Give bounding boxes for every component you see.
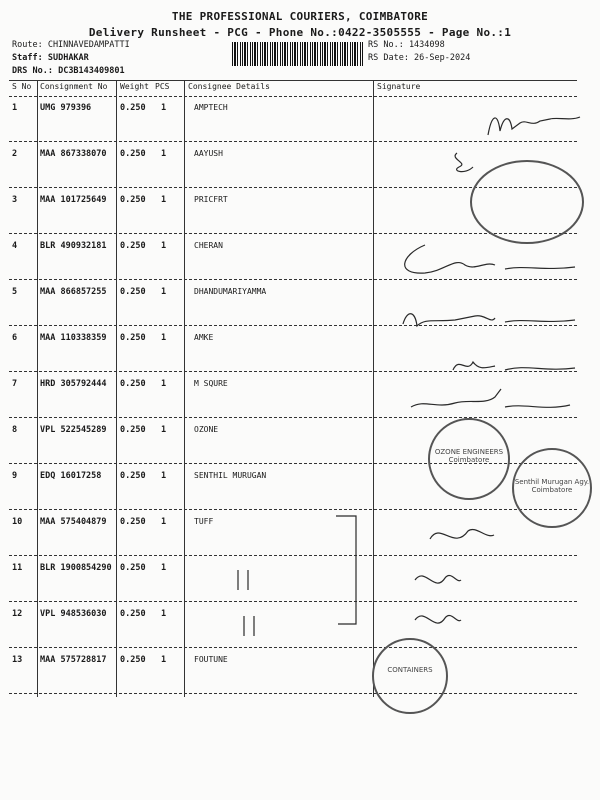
col-header-sno: S No (12, 82, 32, 91)
col-header-consignment: Consignment No (40, 82, 108, 91)
row-consignment-no: MAA 867338070 (40, 149, 107, 159)
row-pcs: 1 (161, 103, 167, 113)
row-pcs: 1 (161, 379, 167, 389)
row-sno: 12 (12, 609, 23, 619)
company-seal-row-3 (470, 160, 584, 244)
ditto-mark-row-11 (230, 566, 260, 596)
row-divider (9, 555, 577, 556)
row-consignment-no: MAA 110338359 (40, 333, 107, 343)
row-weight: 0.250 (120, 609, 146, 619)
row-consignment-no: MAA 575728817 (40, 655, 107, 665)
col-divider (184, 80, 185, 697)
row-consignee: AMKE (194, 333, 214, 342)
rs-date: RS Date: 26-Sep-2024 (368, 53, 471, 63)
ozone-stamp-text: OZONE ENGINEERS Coimbatore (434, 448, 504, 464)
row-pcs: 1 (161, 241, 167, 251)
col-header-consignee: Consignee Details (188, 82, 270, 91)
row-consignment-no: MAA 575404879 (40, 517, 107, 527)
row-consignee: TUFF (194, 517, 214, 526)
row-sno: 4 (12, 241, 18, 251)
row-pcs: 1 (161, 655, 167, 665)
row-weight: 0.250 (120, 149, 146, 159)
row-weight: 0.250 (120, 425, 146, 435)
row-sno: 5 (12, 287, 18, 297)
row-divider (9, 647, 577, 648)
row-pcs: 1 (161, 195, 167, 205)
row-consignment-no: EDQ 16017258 (40, 471, 102, 481)
signature-row-10 (420, 515, 500, 555)
barcode (232, 42, 364, 66)
route-label: Route: CHINNAVEDAMPATTI (12, 40, 130, 50)
col-divider (37, 80, 38, 697)
rs-number: RS No.: 1434098 (368, 40, 445, 50)
row-consignee: SENTHIL MURUGAN (194, 471, 267, 480)
row-pcs: 1 (161, 425, 167, 435)
header-divider (9, 96, 577, 97)
row-sno: 11 (12, 563, 23, 573)
row-weight: 0.250 (120, 379, 146, 389)
drs-line (12, 66, 125, 76)
signature-row-11 (405, 560, 465, 600)
row-divider (9, 693, 577, 694)
signature-row-12 (405, 600, 465, 640)
row-sno: 13 (12, 655, 23, 665)
ozone-stamp (428, 418, 510, 500)
col-divider (373, 80, 374, 697)
row-consignee: FOUTUNE (194, 655, 228, 664)
row-sno: 9 (12, 471, 18, 481)
row-pcs: 1 (161, 563, 167, 573)
runsheet-subtitle: Delivery Runsheet - PCG - Phone No.:0422-3505555 - Page No.:1 (88, 26, 512, 39)
row-sno: 6 (12, 333, 18, 343)
row-sno: 8 (12, 425, 18, 435)
row-weight: 0.250 (120, 517, 146, 527)
signature-row-5 (395, 300, 585, 340)
row-sno: 10 (12, 517, 23, 527)
signature-row-4 (395, 235, 585, 285)
col-header-pcs: PCS (155, 82, 170, 91)
row-consignment-no: HRD 305792444 (40, 379, 107, 389)
staff-label: Staff: (12, 53, 43, 63)
row-weight: 0.250 (120, 241, 146, 251)
row-consignee: PRICFRT (194, 195, 228, 204)
row-consignment-no: MAA 101725649 (40, 195, 107, 205)
senthil-stamp-text: Senthil Murugan Agy. Coimbatore (514, 478, 590, 494)
row-pcs: 1 (161, 287, 167, 297)
row-weight: 0.250 (120, 563, 146, 573)
row-consignee: AMPTECH (194, 103, 228, 112)
row-divider (9, 601, 577, 602)
table-top-border (9, 80, 577, 81)
row-sno: 7 (12, 379, 18, 389)
row-consignment-no: VPL 948536030 (40, 609, 107, 619)
row-consignment-no: UMG 979396 (40, 103, 92, 113)
staff-value: SUDHAKAR (47, 53, 89, 63)
row-consignment-no: VPL 522545289 (40, 425, 107, 435)
row-consignment-no: BLR 1900854290 (40, 563, 112, 573)
row-sno: 3 (12, 195, 18, 205)
row-pcs: 1 (161, 149, 167, 159)
row-weight: 0.250 (120, 333, 146, 343)
signature-row-2 (445, 145, 485, 180)
containers-stamp (372, 638, 448, 714)
row-consignee: OZONE (194, 425, 219, 434)
col-header-signature: Signature (377, 82, 421, 91)
row-weight: 0.250 (120, 471, 146, 481)
row-consignment-no: BLR 490932181 (40, 241, 107, 251)
row-consignee: CHERAN (194, 241, 223, 250)
col-divider (116, 80, 117, 697)
row-pcs: 1 (161, 471, 167, 481)
containers-stamp-text: CONTAINERS (387, 666, 433, 674)
row-consignment-no: MAA 866857255 (40, 287, 107, 297)
row-pcs: 1 (161, 609, 167, 619)
row-sno: 1 (12, 103, 18, 113)
row-sno: 2 (12, 149, 18, 159)
signature-row-1 (480, 105, 590, 145)
row-pcs: 1 (161, 333, 167, 343)
row-weight: 0.250 (120, 655, 146, 665)
company-title: THE PROFESSIONAL COURIERS, COIMBATORE (171, 10, 429, 23)
row-divider (9, 509, 577, 510)
drs-label: DRS No.: (12, 66, 53, 76)
bracket-mark (330, 512, 370, 630)
ditto-mark-row-12 (236, 612, 266, 642)
row-weight: 0.250 (120, 287, 146, 297)
col-header-weight: Weight (120, 82, 149, 91)
drs-value: DC3B143409801 (58, 66, 125, 76)
staff-line (12, 53, 89, 63)
row-consignee: DHANDUMARIYAMMA (194, 287, 267, 296)
signature-row-6 (445, 350, 585, 380)
row-pcs: 1 (161, 517, 167, 527)
row-weight: 0.250 (120, 195, 146, 205)
senthil-stamp (512, 448, 592, 528)
row-weight: 0.250 (120, 103, 146, 113)
signature-row-7 (405, 385, 575, 420)
row-consignee: AAYUSH (194, 149, 223, 158)
row-consignee: M SQURE (194, 379, 228, 388)
